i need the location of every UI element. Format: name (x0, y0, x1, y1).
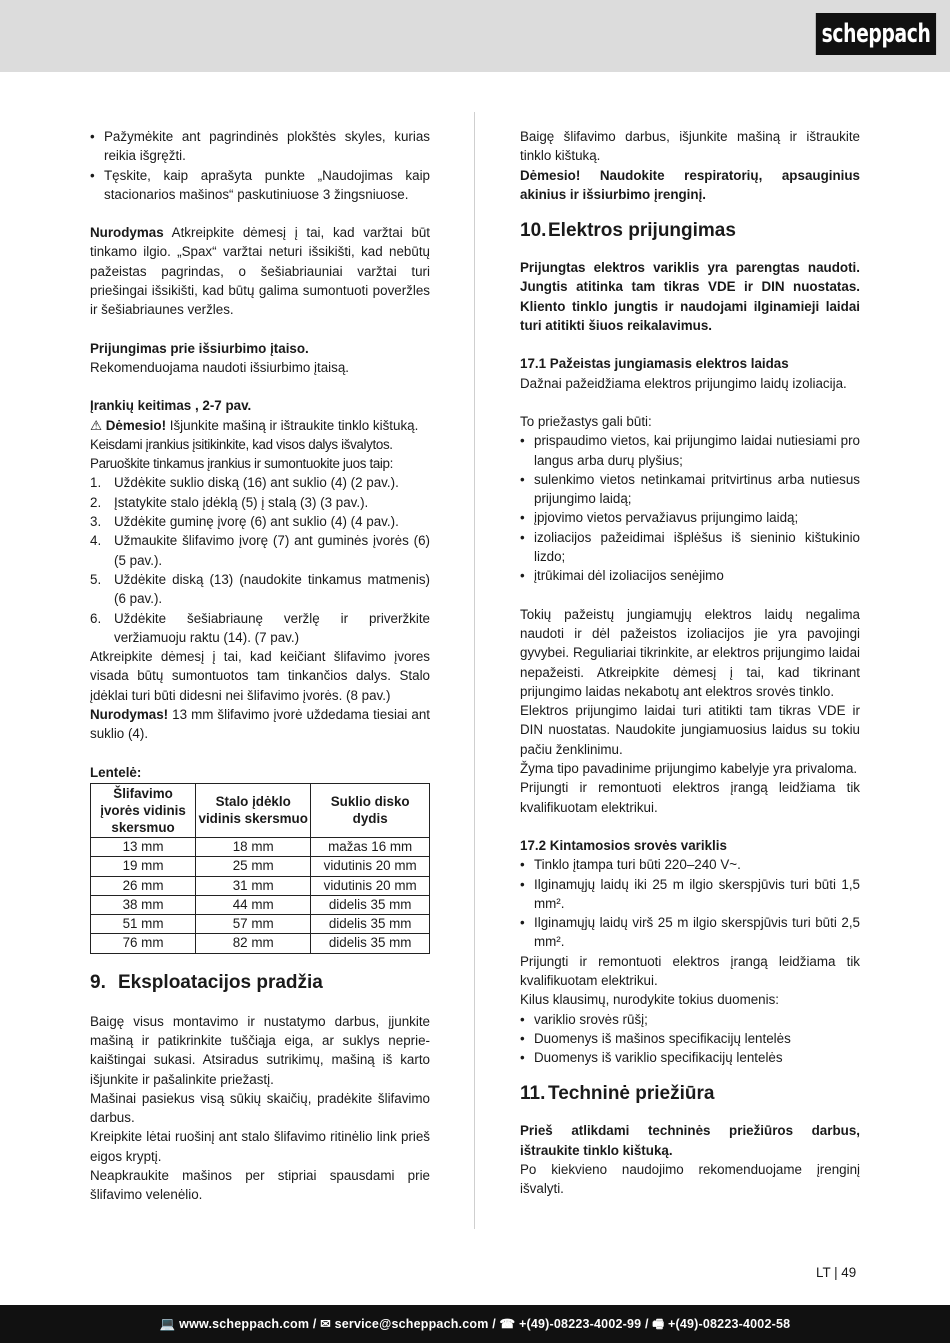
list-item: • izoliacijos pažeidimai išplėšus iš sieninio kištukinio lizdo; (520, 528, 860, 567)
table-label: Lentelė: (90, 764, 142, 780)
tool-change-steps (90, 473, 430, 647)
table-header: Suklio disko dydis (311, 783, 430, 837)
list-item: • Tinklo įtampa turi būti 220–240 V~. (520, 855, 860, 874)
list-item: • įpjovimo vietos pervažiavus prijungimo laidą; (520, 508, 860, 527)
note-text: Atkreipkite dėmesį į tai, kad varžtai būt tinkamo ilgio. „Spax“ varžtai neturi išsikišti, kad nebūtų pažeistas pagrindas, o šešiabriauniai varžtai turi priešingai išsikišti, kad būtų galima sumontuoti poveržles ir šešiabriaunes veržles. (90, 225, 430, 318)
repair-paragraph: Prijungti ir remontuoti elektros įrangą leidžiama tik kvalifikuotam elektrikui. (520, 780, 860, 815)
list-item: • sulenkimo vietos netinkamai pritvirtinus arba nutiesus prijungimo laidą; (520, 470, 860, 509)
section-17-1-text: Dažnai pažeidžiama elektros prijungimo laidų izoliacija. (520, 375, 847, 391)
table-header: Šlifavimo įvorės vidinis skersmuo (91, 783, 196, 837)
table-row: 38 mm 44 mm didelis 35 mm (91, 895, 430, 914)
maintenance-text: Po kiekvieno naudojimo rekomenduojame įrenginį išvalyti. (520, 1162, 860, 1197)
page-number: LT | 49 (816, 1265, 857, 1280)
section-9-paragraph: Baigę visus montavimo ir nustatymo darbus, įjunkite mašiną ir patikrinkite tuščiąja eiga, ar suklys nepriekaištingai sukasi. Atsiradus sutrikimų, mašiną iš karto išjunkite ir pašalinkite priežastį. (90, 1013, 430, 1087)
screw-note (90, 223, 430, 319)
list-item: 2. Įstatykite stalo įdėklą (5) į stalą (3) (3 pav.). (90, 494, 369, 510)
list-item: 6. Uždėkite šešiabriaunę veržlę ir priveržkite veržiamuoju raktu (14). (7 pav.) (90, 610, 430, 645)
page-header (0, 0, 950, 72)
tools-paragraph: Keisdami įrankius įsitikinkite, kad visos dalys išvalytos. (90, 436, 393, 452)
table-row: 76 mm 82 mm didelis 35 mm (91, 934, 430, 953)
after-steps-text: Atkreipkite dėmesį į tai, kad keičiant šlifavimo įvores visada būtų sumontuotos tam tinkančios dalys. Stalo įdėklai turi būti didesni nei šlifavimo įvorės. (8 pav.) (90, 649, 430, 703)
table-row: 51 mm 57 mm didelis 35 mm (91, 915, 430, 934)
list-item: 1. Uždėkite suklio diską (16) ant suklio (4) (2 pav.). (90, 475, 399, 491)
questions-paragraph: Kilus klausimų, nurodykite tokius duomenis: (520, 992, 780, 1008)
warning-label: Dėmesio! (105, 417, 167, 433)
sleeve-note (90, 705, 430, 744)
section-9-paragraph: Kreipkite lėtai ruošinį ant stalo šlifavimo ritinėlio link prieš eigos kryptį. (90, 1129, 430, 1164)
table-row: 19 mm 25 mm vidutinis 20 mm (91, 857, 430, 876)
list-item: • Ilginamųjų laidų iki 25 m ilgio skerspjūvis turi būti 1,5 mm². (520, 875, 860, 914)
list-item: • Duomenys iš mašinos specifikacijų lentelės (520, 1029, 860, 1048)
causes-list (520, 431, 860, 585)
list-item: • Ilginamųjų laidų virš 25 m ilgio skerspjūvis turi būti 2,5 mm². (520, 913, 860, 952)
table-row: 26 mm 31 mm vidutinis 20 mm (91, 876, 430, 895)
note-label: Nurodymas (90, 225, 164, 241)
table-header: Stalo įdėklo vidinis skersmuo (196, 783, 311, 837)
note2-text: 13 mm šlifavimo įvorė uždedama tiesiai ant suklio (4). (90, 707, 430, 742)
finish-text: Baigę šlifavimo darbus, išjunkite mašiną ir ištraukite tinklo kištuką. (520, 129, 860, 164)
tools-heading: Įrankių keitimas , 2-7 pav. (90, 398, 252, 414)
maintenance-warning: Prieš atlikdami techninės priežiūros darbus, ištraukite tinklo kištuką. (520, 1123, 860, 1158)
tools-paragraph: Paruoškite tinkamus įrankius ir sumontuokite juos taip: (90, 456, 394, 472)
note2-label: Nurodymas! (90, 707, 169, 723)
marking-paragraph: Žyma tipo pavadinime prijungimo kabelyje yra privaloma. (520, 761, 858, 777)
section-9-heading: 9. Eksploatacijos pradžia (90, 971, 323, 993)
scheppach-logo: scheppach (816, 13, 936, 55)
list-item: • variklio srovės rūšį; (520, 1010, 860, 1029)
extraction-text: Rekomenduojama naudoti išsiurbimo įtaisą. (90, 359, 350, 375)
list-item: • Duomenys iš variklio specifikacijų lentelės (520, 1048, 860, 1067)
warning-text: Išjunkite mašiną ir ištraukite tinklo kištuką. (166, 417, 419, 433)
damage-paragraph: Tokių pažeistų jungiamųjų elektros laidų negalima naudoti ir dėl pažeistos izoliacijos jie yra pavojingi gyvybei. Reguliariai tikrinkite, ar elektros prijungimo laidai nepažeisti. Atkreipkite dėmesį į tai, kad tikrinant prijungimo laidas nekabotų ant elektros srovės tinklo. (520, 606, 860, 699)
list-item: • Pažymėkite ant pagrindinės plokštės skyles, kurias reikia išgręžti. (90, 127, 430, 166)
column-divider (474, 112, 475, 1229)
list-item: • įtrūkimai dėl izoliacijos senėjimo (520, 566, 860, 585)
section-10-heading: 10.Elektros prijungimas (520, 220, 736, 242)
list-item: • prispaudimo vietos, kai prijungimo laidai nutiesiami pro langus arba durų plyšius; (520, 431, 860, 470)
section-17-2-heading: 17.2 Kintamosios srovės variklis (520, 837, 727, 853)
causes-intro: To priežastys gali būti: (520, 413, 652, 429)
sleeve-size-table (90, 783, 430, 954)
section-17-1-heading: 17.1 Pažeistas jungiamasis elektros laidas (520, 356, 789, 372)
left-column (90, 127, 430, 1205)
table-row: 13 mm 18 mm mažas 16 mm (91, 837, 430, 856)
section-10-bold-text: Prijungtas elektros variklis yra parengtas naudoti. Jungtis atitinka tam tikras VDE ir DIN nuostatas. Kliento tinklo jungtis ir naudojami ilginamieji laidai turi atitikti šiuos reikalavimus. (520, 260, 860, 334)
section-11-heading: 11. Techninė priežiūra (520, 1083, 715, 1105)
list-item: 5. Uždėkite diską (13) (naudokite tinkamus matmenis) (6 pav.). (90, 571, 430, 607)
ppe-warning: Dėmesio! Naudokite respiratorių, apsauginius akinius ir išsiurbimo įrenginį. (520, 167, 860, 202)
ac-motor-list (520, 855, 860, 951)
data-list (520, 1010, 860, 1068)
extraction-heading: Prijungimas prie išsiurbimo įtaiso. (90, 340, 309, 356)
warning-icon: ⚠ (90, 417, 103, 433)
right-column (520, 127, 860, 1199)
mounting-steps-list (90, 127, 430, 204)
tools-warning (90, 416, 430, 435)
list-item: 4. Užmaukite šlifavimo įvorę (7) ant guminės įvorės (6) (5 pav.). (90, 533, 430, 568)
repair-paragraph: Prijungti ir remontuoti elektros įrangą leidžiama tik kvalifikuotam elektrikui. (520, 953, 860, 988)
footer-contact-bar: 💻 www.scheppach.com / ✉ service@scheppach.com / ☎ +(49)-08223-4002-99 / 🖷 +(49)-08223-4002-58 (0, 1305, 950, 1343)
section-9-paragraph: Neapkraukite mašinos per stipriai spausdami prie šlifavimo velenėlio. (90, 1168, 430, 1203)
list-item: • Tęskite, kaip aprašyta punkte „Naudojimas kaip stacionarios mašinos“ paskutiniuose 3 žingsniuose. (90, 166, 430, 205)
list-item: 3. Uždėkite guminę įvorę (6) ant suklio (4) (4 pav.). (90, 514, 399, 530)
section-9-paragraph: Mašinai pasiekus visą sūkių skaičių, pradėkite šlifavimo darbus. (90, 1090, 430, 1126)
vde-paragraph: Elektros prijungimo laidai turi atitikti tam tikras VDE ir DIN nuostatas. Naudokite jungiamuosius laidus su tokiu pačiu ženklinimu. (520, 703, 860, 757)
